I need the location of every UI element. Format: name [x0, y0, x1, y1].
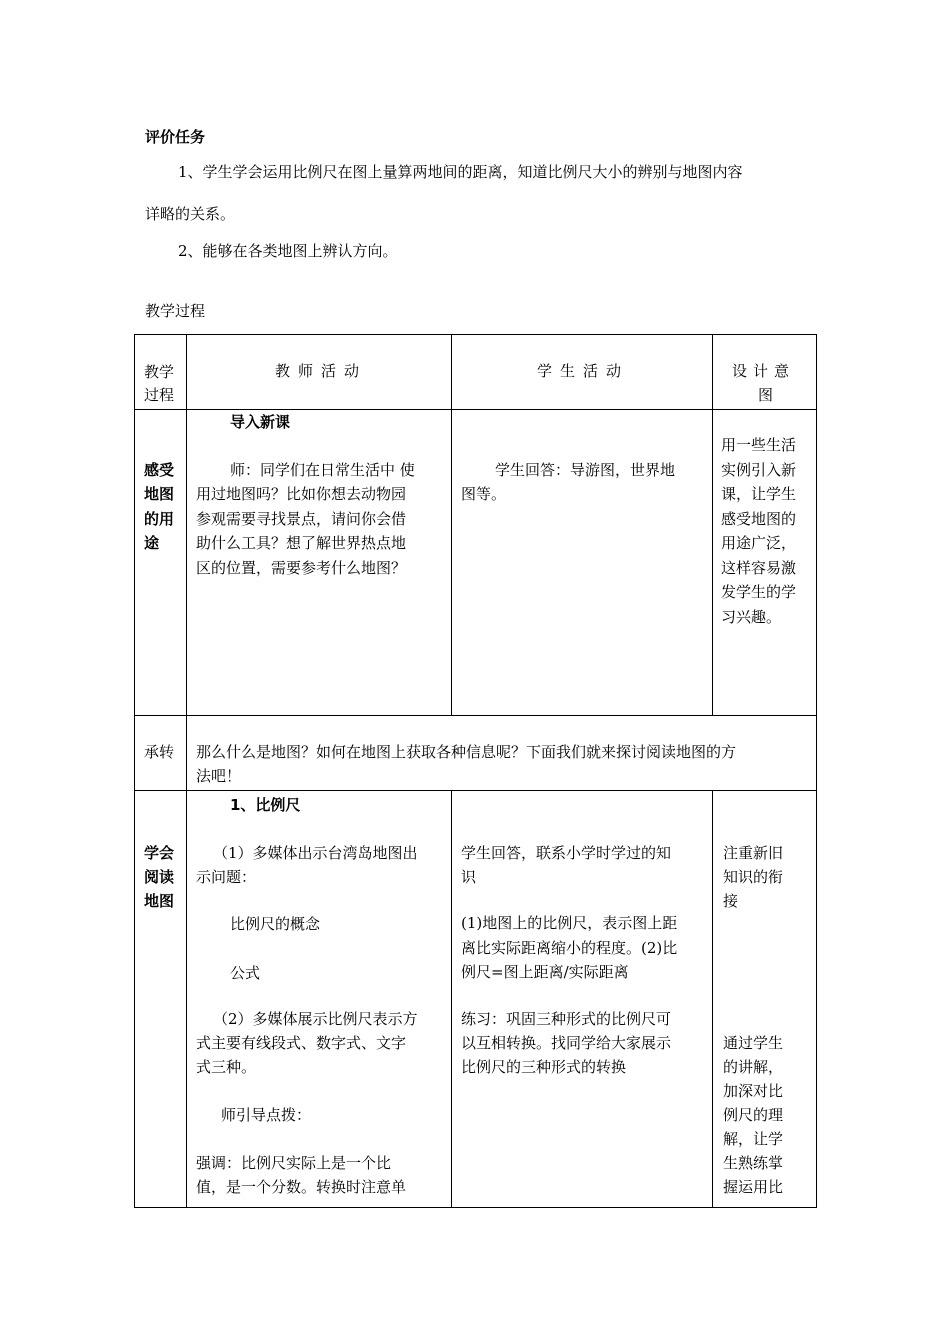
transition-text-line-2: 法吧！ [196, 767, 242, 785]
teacher-text-line: （2）多媒体展示比例尺表示方 [213, 1010, 418, 1028]
intent-text-line: 注重新旧 [723, 844, 784, 862]
intent-text-line: 实例引入新 [721, 461, 797, 479]
header-intent-line-1: 设计意 [732, 362, 796, 380]
teacher-text-line: 值，是一个分数。转换时注意单 [196, 1178, 407, 1196]
intent-text-line: 的讲解， [723, 1058, 784, 1076]
header-teacher-activity: 教师活动 [275, 362, 368, 380]
header-stage-line-2: 过程 [144, 386, 175, 404]
student-text-line: 学生回答：导游图，世界地 [495, 461, 676, 479]
student-text-line: 例尺=图上距离/实际距离 [461, 963, 629, 981]
teacher-heading-scale: 1、比例尺 [230, 796, 301, 814]
student-text-line: 识 [461, 868, 477, 886]
teacher-text-line: 式主要有线段式、数字式、文字 [196, 1034, 407, 1052]
table-row-transition [135, 716, 817, 791]
teacher-text-line: 师引导点拨： [221, 1106, 312, 1124]
intent-text-line: 接 [723, 892, 739, 910]
teaching-process-table [134, 334, 817, 1208]
student-text-line: 以互相转换。找同学给大家展示 [461, 1034, 672, 1052]
student-text-line: 比例尺的三种形式的转换 [461, 1058, 627, 1076]
eval-item-1-line-1: 1、学生学会运用比例尺在图上量算两地间的距离，知道比例尺大小的辨别与地图内容 [178, 163, 743, 181]
teacher-text-line: 式三种。 [196, 1058, 257, 1076]
student-text-line: 学生回答，联系小学时学过的知 [461, 844, 672, 862]
teacher-text-line: 师：同学们在日常生活中 使 [230, 461, 415, 479]
eval-item-2: 2、能够在各类地图上辨认方向。 [178, 242, 398, 260]
student-text-line: 图等。 [461, 485, 507, 503]
teacher-text-line: 示问题： [196, 868, 257, 886]
table-header-row [135, 335, 817, 410]
teacher-text-line: 比例尺的概念 [230, 915, 321, 933]
stage-row3-line-2: 阅读 [144, 868, 175, 886]
student-text-line: (1)地图上的比例尺，表示图上距 [461, 914, 678, 932]
stage-row1-line-2: 地图 [144, 485, 175, 503]
process-title: 教学过程 [145, 302, 206, 320]
eval-item-1-line-2: 详略的关系。 [145, 205, 236, 223]
intent-text-line: 例尺的理 [723, 1106, 784, 1124]
teacher-text-line: 参观需要寻找景点，请问你会借 [196, 510, 407, 528]
header-intent-line-2: 图 [758, 386, 774, 404]
stage-row3-line-3: 地图 [144, 892, 175, 910]
student-text-line: 离比实际距离缩小的程度。(2)比 [461, 939, 678, 957]
intent-text-line: 用途广泛， [721, 534, 797, 552]
header-student-activity: 学生活动 [537, 362, 630, 380]
intent-text-line: 知识的衔 [723, 868, 784, 886]
intent-text-line: 握运用比 [723, 1178, 784, 1196]
stage-row1-line-3: 的用 [144, 510, 175, 528]
intent-text-line: 感受地图的 [721, 510, 797, 528]
intent-text-line: 生熟练掌 [723, 1154, 784, 1172]
stage-row3-line-1: 学会 [144, 844, 175, 862]
intent-text-line: 解，让学 [723, 1130, 784, 1148]
teacher-text-line: 区的位置，需要参考什么地图？ [196, 559, 407, 577]
intent-text-line: 课，让学生 [721, 485, 797, 503]
teacher-text-line: （1）多媒体出示台湾岛地图出 [213, 844, 418, 862]
intent-text-line: 这样容易激 [721, 559, 797, 577]
teacher-text-line: 助什么工具？想了解世界热点地 [196, 534, 407, 552]
eval-title: 评价任务 [145, 128, 206, 146]
header-stage-line-1: 教学 [144, 363, 175, 381]
intent-text-line: 用一些生活 [721, 436, 797, 454]
stage-row1-line-4: 途 [144, 534, 160, 552]
table-row-intro [135, 410, 817, 716]
table-row-read-map [135, 791, 817, 1208]
intent-text-line: 通过学生 [723, 1034, 784, 1052]
stage-transition: 承转 [144, 743, 175, 761]
intent-text-line: 发学生的学 [721, 583, 797, 601]
teacher-text-line: 用过地图吗？比如你想去动物园 [196, 485, 407, 503]
stage-row1-line-1: 感受 [144, 461, 175, 479]
intent-text-line: 习兴趣。 [721, 608, 782, 626]
student-text-line: 练习：巩固三种形式的比例尺可 [461, 1010, 672, 1028]
teacher-text-line: 公式 [230, 964, 261, 982]
intent-text-line: 加深对比 [723, 1082, 784, 1100]
teacher-text-line: 强调：比例尺实际上是一个比 [196, 1154, 392, 1172]
transition-text-line-1: 那么什么是地图？如何在地图上获取各种信息呢？下面我们就来探讨阅读地图的方 [196, 743, 737, 761]
teacher-heading-intro: 导入新课 [230, 413, 291, 431]
